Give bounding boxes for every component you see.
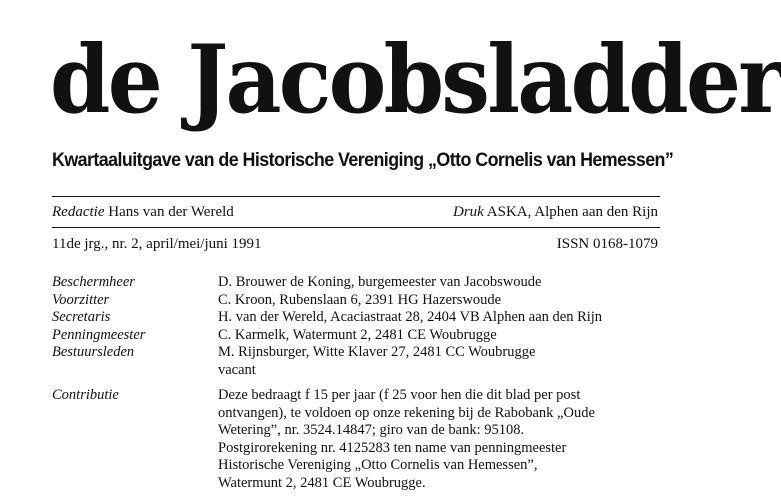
board-row <box>52 362 662 380</box>
druk-label: Druk <box>453 204 484 220</box>
contributie-line: Watermunt 2, 2481 CE Woubrugge. <box>218 474 426 491</box>
role-label <box>52 362 218 380</box>
contributie-text <box>218 387 662 492</box>
redactie-value: Hans van der Wereld <box>108 204 234 220</box>
druk-credit <box>453 204 658 221</box>
role-label: Penningmeester <box>52 326 146 343</box>
redactie-label: Redactie <box>52 204 105 220</box>
contributie-line: Deze bedraagt f 15 per jaar (f 25 voor hen die dit blad per post <box>218 387 581 403</box>
masthead-subtitle: Kwartaaluitgave van de Historische Vereniging „Otto Cornelis van Hemessen” <box>52 150 674 171</box>
board-row <box>52 327 662 345</box>
issue-edition: 11de jrg., nr. 2, april/mei/juni 1991 <box>52 236 262 252</box>
role-label: Secretaris <box>52 309 111 325</box>
board-row <box>52 292 662 310</box>
board-row <box>52 344 662 362</box>
divider-top <box>52 196 660 197</box>
spacer <box>52 379 662 387</box>
masthead-title: de Jacobsladder <box>50 25 781 135</box>
role-value: M. Rijnsburger, Witte Klaver 27, 2481 CC Woubrugge <box>218 344 536 360</box>
contributie-row <box>52 387 662 492</box>
role-value: H. van der Wereld, Acaciastraat 28, 2404 VB Alphen aan den Rijn <box>218 309 603 325</box>
role-value: D. Brouwer de Koning, burgemeester van Jacobswoude <box>218 274 542 290</box>
contributie-line: Historische Vereniging „Otto Cornelis van Hemessen”, <box>218 457 538 473</box>
role-label: Bestuursleden <box>52 344 135 360</box>
role-label: Voorzitter <box>52 291 110 308</box>
redactie-credit <box>52 204 234 221</box>
issue-issn: ISSN 0168-1079 <box>556 236 658 252</box>
contributie-line: ontvangen), te voldoen op onze rekening bij de Rabobank „Oude <box>218 404 595 421</box>
role-value: C. Kroon, Rubenslaan 6, 2391 HG Hazerswoude <box>218 291 502 308</box>
contributie-label: Contributie <box>52 387 119 403</box>
board-row <box>52 309 662 327</box>
druk-value: ASKA, Alphen aan den Rijn <box>486 204 658 220</box>
role-label: Beschermheer <box>52 274 135 290</box>
role-value: C. Karmelk, Watermunt 2, 2481 CE Woubrugge <box>218 326 497 343</box>
board-row <box>52 274 662 292</box>
board-info <box>52 274 662 492</box>
contributie-line: Postgirorekening nr. 4125283 ten name van penningmeester <box>218 439 567 456</box>
contributie-line: Wetering”, nr. 3524.14847; giro van de bank: 95108. <box>218 422 525 438</box>
role-value: vacant <box>218 361 256 378</box>
divider-bottom <box>52 227 660 228</box>
